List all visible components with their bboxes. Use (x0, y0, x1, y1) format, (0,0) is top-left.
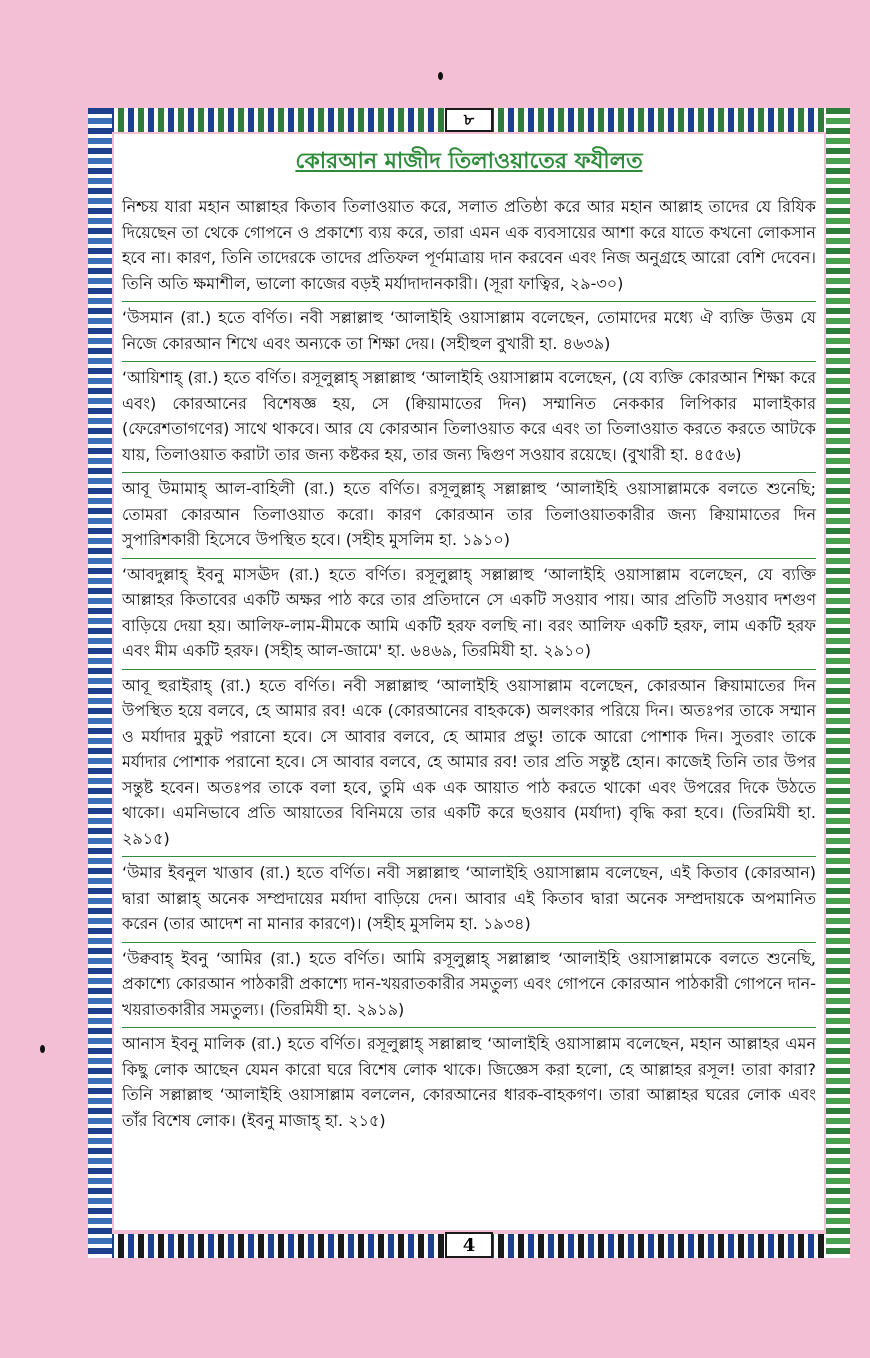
page-content (114, 134, 824, 1230)
ornamental-border-left (88, 108, 112, 1258)
paragraph: আবূ উমামাহ্ আল-বাহিলী (রা.) হতে বর্ণিত। রসূলুল্লাহ্ সল্লাল্লাহু ‘আলাইহি ওয়াসাল্লামকে বলতে শুনেছি; তোমরা কোরআন তিলাওয়াত করো। কারণ কোরআন তার তিলাওয়াতকারীর জন্য ক্বিয়ামাতের দিন সুপারিশকারী হিসেবে উপস্থিত হবে। (সহীহ মুসলিম হা. ১৯১০) (122, 473, 816, 559)
book-page (88, 108, 850, 1258)
page-number-bottom: 4 (445, 1232, 493, 1258)
page-number-top: ৮ (445, 108, 493, 132)
ink-speck (438, 72, 443, 80)
paragraph: নিশ্চয় যারা মহান আল্লাহর কিতাব তিলাওয়াত করে, সলাত প্রতিষ্ঠা করে আর মহান আল্লাহ তাদের যে রিযিক দিয়েছেন তা থেকে গোপনে ও প্রকাশ্যে ব্যয় করে, তারা এমন এক ব্যবসায়ের আশা করে যাতে কখনো লোকসান হবে না। কারণ, তিনি তাদেরকে তাদের প্রতিফল পূর্ণমাত্রায় দান করবেন এবং নিজ অনুগ্রহে আরো বেশি দেবেন। তিনি অতি ক্ষমাশীল, ভালো কাজের বড়ই মর্যাদাদানকারী। (সূরা ফাত্বির, ২৯-৩০) (122, 191, 816, 302)
paragraph: ‘উমার ইবনুল খাত্তাব (রা.) হতে বর্ণিত। নবী সল্লাল্লাহু ‘আলাইহি ওয়াসাল্লাম বলেছেন, এই কিতাব (কোরআন) দ্বারা আল্লাহ্ অনেক সম্প্রদায়ের মর্যাদা বাড়িয়ে দেন। আবার এই কিতাব দ্বারা অনেক সম্প্রদায়কে অপমানিত করেন (তার আদেশ না মানার কারণে)। (সহীহ মুসলিম হা. ১৯৩৪) (122, 857, 816, 943)
paragraph: আবূ হুরাইরাহ্ (রা.) হতে বর্ণিত। নবী সল্লাল্লাহু ‘আলাইহি ওয়াসাল্লাম বলেছেন, কোরআন ক্বিয়ামাতের দিন উপস্থিত হয়ে বলবে, হে আমার রব! একে (কোরআনের বাহককে) অলংকার পরিয়ে দিন। অতঃপর তাকে সম্মান ও মর্যাদার মুকুট পরানো হবে। সে আবার বলবে, হে আমার প্রভু! তাকে আরো পোশাক দিন। সুতরাং তাকে মর্যাদার পোশাক পরানো হবে। সে আবার বলবে, হে আমার রব! তার প্রতি সন্তুষ্ট হোন। কাজেই তিনি তার উপর সন্তুষ্ট হবেন। অতঃপর তাকে বলা হবে, তুমি এক এক আয়াত পাঠ করতে থাকো এবং উপরের দিকে উঠতে থাকো। এমনিভাবে প্রতি আয়াতের বিনিময়ে তার একটি করে ছওয়াব (মর্যাদা) বৃদ্ধি করা হবে। (তিরমিযী হা. ২৯১৫) (122, 670, 816, 858)
ink-speck (40, 1045, 45, 1053)
ornamental-border-right (826, 108, 850, 1258)
paragraph: ‘উক্ববাহ্ ইবনু ‘আমির (রা.) হতে বর্ণিত। আমি রসূলুল্লাহ্ সল্লাল্লাহু ‘আলাইহি ওয়াসাল্লামকে বলতে শুনেছি, প্রকাশ্যে কোরআন পাঠকারী প্রকাশ্যে দান-খয়রাতকারীর সমতুল্য এবং গোপনে কোরআন পাঠকারী গোপনে দান-খয়রাতকারীর সমতুল্য। (তিরমিযী হা. ২৯১৯) (122, 943, 816, 1029)
paragraph: ‘আয়িশাহ্ (রা.) হতে বর্ণিত। রসূলুল্লাহ্ সল্লাল্লাহু ‘আলাইহি ওয়াসাল্লাম বলেছেন, (যে ব্যক্তি কোরআন শিক্ষা করে এবং) কোরআনের বিশেষজ্ঞ হয়, সে (ক্বিয়ামাতের দিন) সম্মানিত নেককার লিপিকার মালাইকার (ফেরেশতাগণের) সাথে থাকবে। আর যে কোরআন তিলাওয়াত করে এবং তা তিলাওয়াত করতে করতে আটকে যায়, তিলাওয়াত করাটা তার জন্য কষ্টকর হয়, তার জন্য দ্বিগুণ সওয়াব রয়েছে। (বুখারী হা. ৪৫৫৬) (122, 362, 816, 473)
paragraph: ‘আবদুল্লাহ্ ইবনু মাসঊদ (রা.) হতে বর্ণিত। রসূলুল্লাহ্ সল্লাল্লাহু ‘আলাইহি ওয়াসাল্লাম বলেছেন, যে ব্যক্তি আল্লাহর কিতাবের একটি অক্ষর পাঠ করে তার প্রতিদানে সে একটি সওয়াব পায়। আর প্রতিটি সওয়াব দশগুণ বাড়িয়ে দেয়া হয়। আলিফ-লাম-মীমকে আমি একটি হরফ বলছি না। বরং আলিফ একটি হরফ, লাম একটি হরফ এবং মীম একটি হরফ। (সহীহ আল-জামে' হা. ৬৪৬৯, তিরমিযী হা. ২৯১০) (122, 559, 816, 670)
paragraph: ‘উসমান (রা.) হতে বর্ণিত। নবী সল্লাল্লাহু ‘আলাইহি ওয়াসাল্লাম বলেছেন, তোমাদের মধ্যে ঐ ব্যক্তি উত্তম যে নিজে কোরআন শিখে এবং অন্যকে তা শিক্ষা দেয়। (সহীহুল বুখারী হা. ৪৬৩৯) (122, 302, 816, 362)
page-title: কোরআন মাজীদ তিলাওয়াতের ফযীলত (295, 149, 643, 174)
paragraph: আনাস ইবনু মালিক (রা.) হতে বর্ণিত। রসূলুল্লাহ্ সল্লাল্লাহু ‘আলাইহি ওয়াসাল্লাম বলেছেন, মহান আল্লাহর এমন কিছু লোক আছেন যেমন কারো ঘরে বিশেষ লোক থাকে। জিজ্ঞেস করা হলো, হে আল্লাহর রসূল! তারা কারা? তিনি সল্লাল্লাহু ‘আলাইহি ওয়াসাল্লাম বললেন, কোরআনের ধারক-বাহকগণ। তারা আল্লাহর ঘরের লোক এবং তাঁর বিশেষ লোক। (ইবনু মাজাহ্ হা. ২১৫) (122, 1034, 816, 1130)
